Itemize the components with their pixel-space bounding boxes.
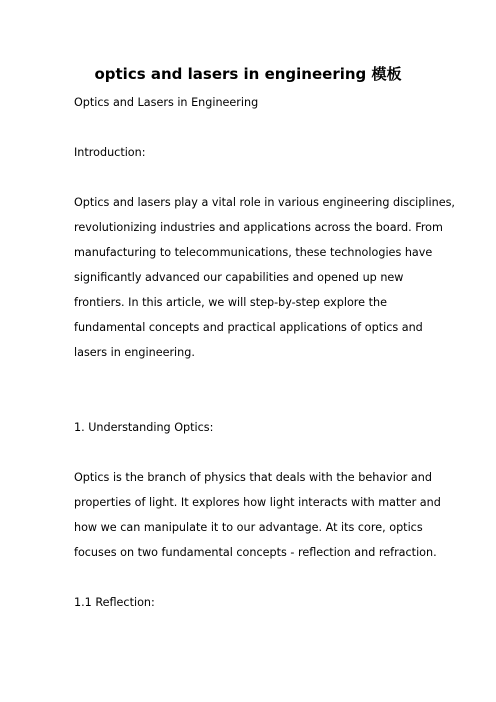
paragraph-line: revolutionizing industries and applications across the board. From	[74, 221, 443, 234]
paragraph-line: frontiers. In this article, we will step-by-step explore the	[74, 296, 387, 309]
heading-line: Introduction:	[74, 146, 146, 159]
section-1-paragraph	[74, 465, 441, 565]
introduction-paragraph	[74, 190, 455, 365]
document-title: optics and lasers in engineering 模板	[94, 65, 402, 83]
paragraph-line: how we can manipulate it to our advantage. At its core, optics	[74, 521, 423, 534]
paragraph-line: properties of light. It explores how light interacts with matter and	[74, 496, 441, 509]
heading-line: 1. Understanding Optics:	[74, 421, 214, 434]
paragraph-line: manufacturing to telecommunications, these technologies have	[74, 246, 433, 259]
section-1-1-heading	[74, 590, 426, 615]
subtitle-line: Optics and Lasers in Engineering	[74, 96, 259, 109]
introduction-heading	[74, 140, 426, 165]
paragraph-line: Optics and lasers play a vital role in various engineering disciplines,	[74, 196, 455, 209]
paragraph-line: Optics is the branch of physics that deals with the behavior and	[74, 471, 432, 484]
document-subtitle	[74, 90, 426, 115]
section-1-heading	[74, 415, 426, 440]
paragraph-line: focuses on two fundamental concepts - reflection and refraction.	[74, 546, 437, 559]
heading-line: 1.1 Reflection:	[74, 596, 155, 609]
paragraph-line: significantly advanced our capabilities and opened up new	[74, 271, 404, 284]
paragraph-line: fundamental concepts and practical applications of optics and	[74, 321, 423, 334]
paragraph-line: lasers in engineering.	[74, 346, 195, 359]
